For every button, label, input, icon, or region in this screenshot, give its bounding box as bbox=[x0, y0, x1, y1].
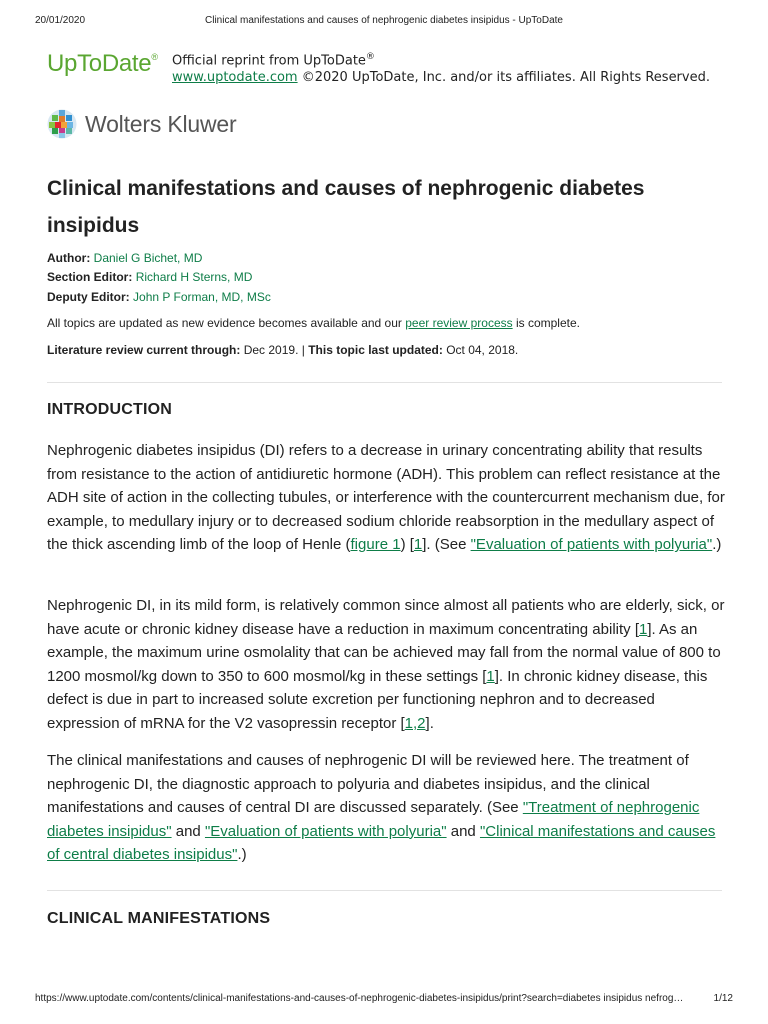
text: and bbox=[446, 822, 480, 840]
text: and bbox=[171, 822, 205, 840]
uptodate-logo-text: UpToDate bbox=[47, 50, 152, 77]
update-note-suffix: is complete. bbox=[512, 316, 580, 330]
lit-review-value: Dec 2019. | bbox=[240, 343, 309, 357]
divider bbox=[47, 382, 722, 383]
deputy-editor-label: Deputy Editor: bbox=[47, 290, 130, 304]
author-line bbox=[47, 251, 202, 265]
peer-review-link[interactable]: peer review process bbox=[405, 316, 513, 330]
page-number: 1/12 bbox=[713, 993, 733, 1004]
text: ]. In chronic kidney disease, this defect is due in part to increased solute excretion per functioning nephron and to decreased expression of mRNA for the V2 vasopressin receptor [ bbox=[47, 667, 708, 732]
section-editor-label: Section Editor: bbox=[47, 270, 133, 284]
reference-link[interactable]: 1,2 bbox=[404, 714, 426, 732]
print-page-title: Clinical manifestations and causes of nephrogenic diabetes insipidus - UpToDate bbox=[205, 15, 563, 26]
reference-link[interactable]: 1 bbox=[413, 536, 423, 554]
uptodate-logo-mark: ® bbox=[151, 52, 158, 62]
wolters-kluwer-wordmark: Wolters Kluwer bbox=[85, 111, 237, 137]
brand-row bbox=[47, 48, 737, 88]
uptodate-site-link[interactable]: www.uptodate.com bbox=[172, 70, 298, 86]
treatment-topic-link[interactable]: "Treatment of nephrogenic diabetes insipidus" bbox=[47, 799, 700, 840]
text: ]. As an example, the maximum urine osmolality that can be achieved may fall from the normal value of 800 to 1200 mosmol/kg down to 350 to 600 mosmol/kg in these settings [ bbox=[47, 620, 721, 685]
intro-paragraph-3 bbox=[47, 749, 727, 867]
page-title: Clinical manifestations and causes of nephrogenic diabetes insipidus bbox=[47, 177, 645, 237]
print-header bbox=[35, 15, 733, 29]
clinical-manifestations-heading: CLINICAL MANIFESTATIONS bbox=[47, 910, 271, 927]
text: Nephrogenic diabetes insipidus (DI) refers to a decrease in urinary concentrating ability that results from resistance to the action of antidiuretic hormone (ADH). This problem can reflect resistance at the ADH site of action in the collecting tubules, or interference with the countercurrent mechanism due, for example, to medullary injury or to decreased sodium chloride reabsorption in the medullary aspect of the thick ascending limb of the loop of Henle ( bbox=[47, 442, 725, 554]
uptodate-logo bbox=[47, 50, 158, 78]
intro-paragraph-2 bbox=[47, 594, 727, 736]
lit-review-label: Literature review current through: bbox=[47, 343, 241, 357]
introduction-heading: INTRODUCTION bbox=[47, 401, 173, 418]
deputy-editor-link[interactable]: John P Forman, MD, MSc bbox=[133, 290, 271, 304]
update-note-prefix: All topics are updated as new evidence becomes available and our bbox=[47, 316, 406, 330]
print-footer bbox=[35, 993, 733, 1007]
central-di-topic-link[interactable]: "Clinical manifestations and causes of central diabetes insipidus" bbox=[47, 822, 716, 864]
print-date: 20/01/2020 bbox=[35, 15, 86, 26]
text: .) bbox=[237, 846, 247, 864]
last-updated-label: This topic last updated: bbox=[308, 343, 443, 357]
last-updated-value: Oct 04, 2018. bbox=[442, 343, 519, 357]
text: ]. bbox=[425, 714, 434, 732]
author-label: Author: bbox=[47, 251, 91, 265]
text: ) [ bbox=[400, 536, 414, 554]
update-note bbox=[47, 316, 580, 330]
figure-1-link[interactable]: figure 1 bbox=[350, 536, 401, 554]
section-editor-line bbox=[47, 270, 252, 284]
reprint-line: Official reprint from UpToDate bbox=[172, 53, 366, 69]
wolters-kluwer-icon bbox=[47, 109, 77, 139]
polyuria-topic-link[interactable]: "Evaluation of patients with polyuria" bbox=[204, 822, 447, 840]
divider bbox=[47, 890, 722, 891]
deputy-editor-line bbox=[47, 290, 271, 304]
text: ]. (See bbox=[422, 536, 471, 554]
print-url: https://www.uptodate.com/contents/clinical-manifestations-and-causes-of-nephrogenic-diabetes-insipidus/print?search=diabetes insipidus nefrog… bbox=[35, 993, 684, 1004]
reference-link[interactable]: 1 bbox=[486, 667, 495, 685]
registered-mark: ® bbox=[365, 52, 375, 62]
text: .) bbox=[712, 536, 722, 554]
author-link[interactable]: Daniel G Bichet, MD bbox=[93, 251, 203, 265]
intro-paragraph-1 bbox=[47, 439, 727, 557]
text: Nephrogenic DI, in its mild form, is relatively common since almost all patients who are elderly, sick, or have acute or chronic kidney disease have a reduction in maximum concentrating ability [ bbox=[47, 597, 725, 638]
polyuria-topic-link[interactable]: "Evaluation of patients with polyuria" bbox=[470, 536, 713, 554]
reference-link[interactable]: 1 bbox=[638, 620, 648, 638]
review-dates bbox=[47, 343, 518, 357]
section-editor-link[interactable]: Richard H Sterns, MD bbox=[135, 270, 253, 284]
reprint-notice bbox=[172, 49, 710, 86]
text: The clinical manifestations and causes of nephrogenic DI will be reviewed here. The treatment of nephrogenic DI, the diagnostic approach to polyuria and diabetes insipidus, and the clinical manifestations and causes of central DI are discussed separately. (See bbox=[47, 752, 689, 817]
copyright-text: ©2020 UpToDate, Inc. and/or its affiliates. All Rights Reserved. bbox=[297, 70, 710, 86]
